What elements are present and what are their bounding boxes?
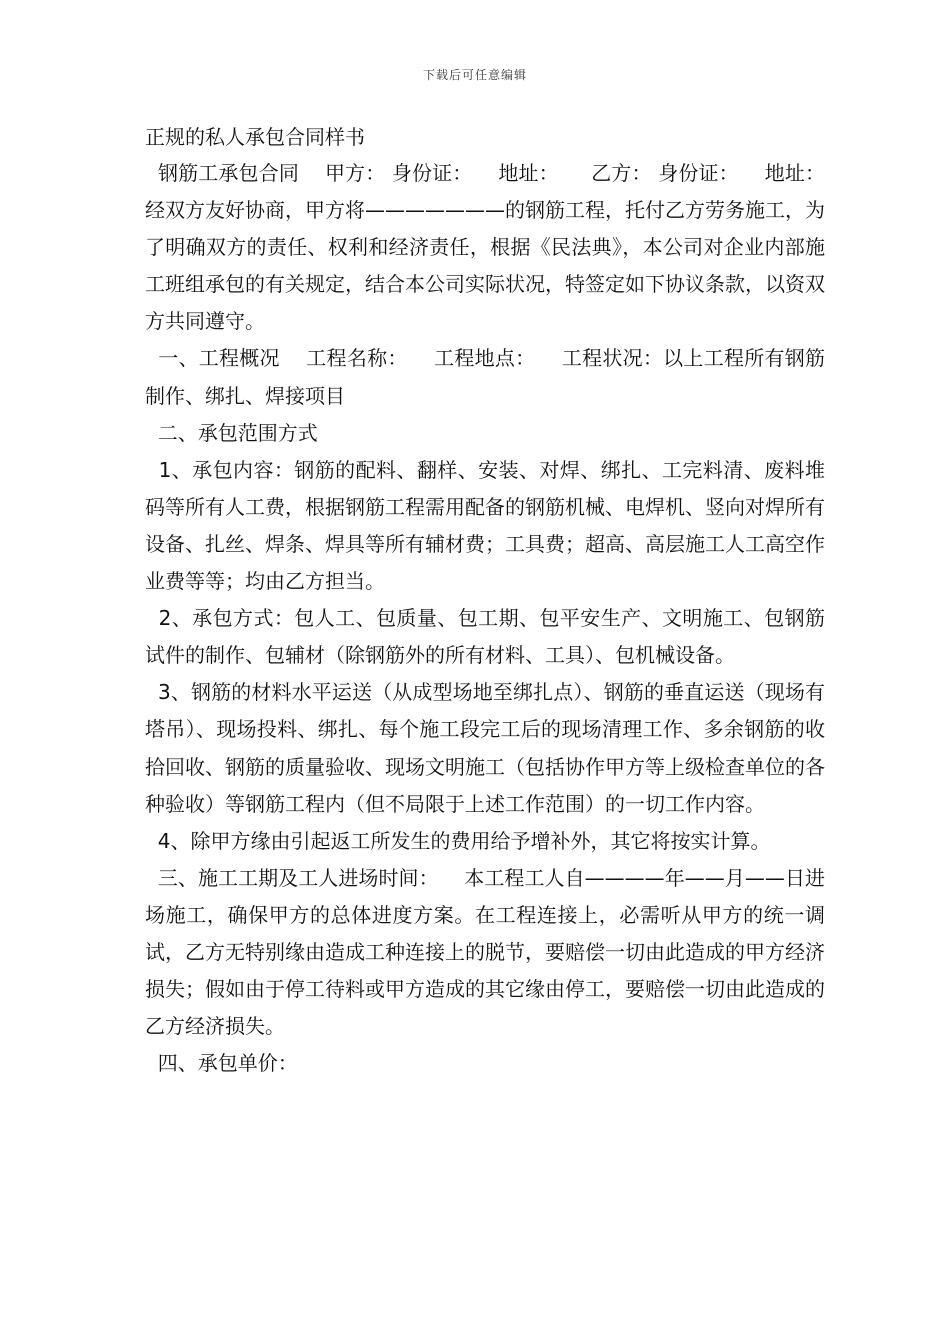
paragraph-scope-heading: 二、承包范围方式	[145, 420, 318, 445]
paragraph-contract-intro: 钢筋工承包合同 甲方： 身份证： 地址： 乙方： 身份证： 地址： 经双方友好协商，甲方将———————的钢筋工程，托付乙方劳务施工，为了明确双方的责任、权利和经济责任，根据《民法典》，本公司对企业内部施工班组承包的有关规定，结合本公司实际状况，特签定如下协议条款，以资双方共同遵守。	[145, 161, 857, 334]
paragraph-project-overview: 一、工程概况 工程名称： 工程地点： 工程状况：以上工程所有钢筋制作、绑扎、焊接项目	[145, 346, 825, 408]
paragraph-unit-price-heading: 四、承包单价：	[145, 1051, 298, 1076]
paragraph-schedule: 三、施工工期及工人进场时间： 本工程工人自————年——月——日进场施工，确保甲方的总体进度方案。在工程连接上，必需听从甲方的统一调试，乙方无特别缘由造成工种连接上的脱节，要赔偿一切由此造成的甲方经济损失；假如由于停工待料或甲方造成的其它缘由停工，要赔偿一切由此造成的乙方经济损失。	[145, 865, 826, 1039]
paragraph-work-items: 3、钢筋的材料水平运送（从成型场地至绑扎点）、钢筋的垂直运送（现场有塔吊）、现场投料、绑扎、每个施工段完工后的现场清理工作、多余钢筋的收拾回收、钢筋的质量验收、现场文明施工（包括协作甲方等上级检查单位的各种验收）等钢筋工程内（但不局限于上述工作范围）的一切工作内容。	[145, 680, 825, 816]
paragraph-scope-content: 1、承包内容：钢筋的配料、翻样、安装、对焊、绑扎、工完料清、废料堆码等所有人工费，根据钢筋工程需用配备的钢筋机械、电焊机、竖向对焊所有设备、扎丝、焊条、焊具等所有辅材费；工具费；超高、高层施工人工高空作业费等等；均由乙方担当。	[145, 457, 825, 594]
document-title: 正规的私人承包合同样书	[145, 125, 365, 149]
paragraph-contract-method: 2、承包方式：包人工、包质量、包工期、包平安生产、文明施工、包钢筋试件的制作、包辅材（除钢筋外的所有材料、工具）、包机械设备。	[145, 606, 825, 668]
header-note: 下载后可任意编辑	[422, 68, 527, 82]
document-body	[145, 155, 857, 1082]
paragraph-extra-costs: 4、除甲方缘由引起返工所发生的费用给予增补外，其它将按实计算。	[145, 828, 771, 853]
